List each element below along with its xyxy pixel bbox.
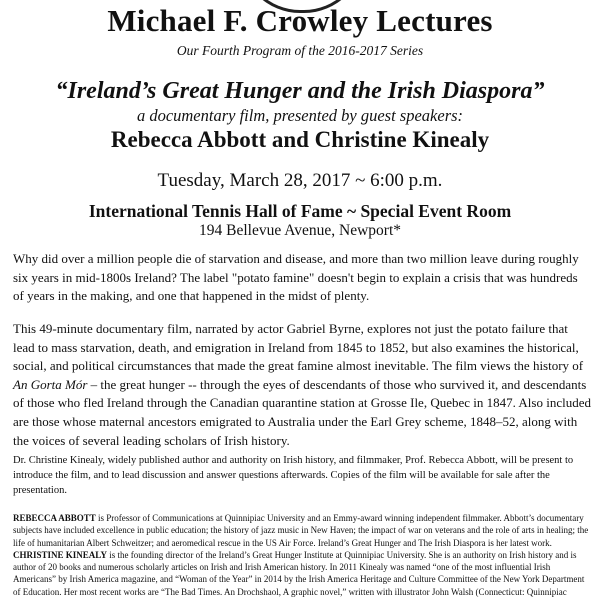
event-datetime: Tuesday, March 28, 2017 ~ 6:00 p.m. <box>157 170 443 191</box>
film-description: a documentary film, presented by guest speakers: <box>136 106 464 125</box>
presenters-paragraph: Dr. Christine Kinealy, widely published author and authority on Irish history, and filmmaker, Prof. Rebecca Abbott, will be present to introduce the film, and to lead discussion and answer questions afterwards. Copies of the film will be available for sale after the presentation. <box>13 455 574 496</box>
speaker-names: Rebecca Abbott and Christine Kinealy <box>110 127 490 152</box>
bio-text-abbott: is Professor of Communications at Quinnipiac University and an Emmy-award winning independent filmmaker. Abbott’s documentary subjects have included excellence in public education; the history of jazz music in New Haven; the impact of war on veterans and the role of arts in healing; the life of humanitarian Albert Schweitzer; and aeromedical rescue in the US Air Force. Ireland’s Great Hunger and The Irish Diaspora is her latest work. <box>13 513 589 548</box>
intro-paragraph: Why did over a million people die of starvation and disease, and more than two million leave during roughly six years in mid-1800s Ireland? The label "potato famine" doesn't begin to explain a crisis that was hundreds of years in the making, and one that happened in the midst of plenty. <box>13 251 579 304</box>
film-summary-paragraph <box>13 320 591 450</box>
film-summary-text-end: – the great hunger -- through the eyes of descendants of those who survived it, and descendants of those who fled Ireland through the Canadian quarantine station at Grosse Ile, Quebec in 1847. Also included are those whose maternal ancestors emigrated to Australia under the Earl Grey scheme, 1848–52, along with the voices of several leading scholars of Irish history. <box>13 376 591 448</box>
speaker-bios <box>13 512 591 598</box>
series-subtitle: Our Fourth Program of the 2016-2017 Series <box>176 43 424 58</box>
event-address: 194 Bellevue Avenue, Newport* <box>198 222 402 239</box>
page-title: Michael F. Crowley Lectures <box>107 3 493 38</box>
irish-term: An Gorta Mór <box>13 376 88 392</box>
bio-name-kinealy: CHRISTINE KINEALY <box>13 549 107 560</box>
film-title: “Ireland’s Great Hunger and the Irish Diaspora” <box>55 78 545 104</box>
bio-name-abbott: REBECCA ABBOTT <box>13 513 96 523</box>
event-venue: International Tennis Hall of Fame ~ Special Event Room <box>88 201 512 221</box>
film-summary-text-start: This 49-minute documentary film, narrated by actor Gabriel Byrne, explores not just the potato failure that lead to mass starvation, death, and emigration in Ireland from 1845 to 1852, but also examines the historical, social, and political circumstances that made the great famine almost inevitable. The film views the history of <box>13 321 584 374</box>
bio-text-kinealy: is the founding director of the Ireland’s Great Hunger Institute at Quinnipiac University. She is an authority on Irish history and is author of 20 books and numerous scholarly articles on Irish and Irish American history. In 2011 Kinealy was named “one of the most influential Irish Americans” by Irish America magazine, and “Woman of the Year” in 2014 by the Irish America Heritage and Culture Committee of the New York Department of Education. Her most recent works are “The Bad Times. An Drochshaol, A graphic novel,” written with illustrator John Walsh (Connecticut: Quinnipiac <box>13 549 585 597</box>
